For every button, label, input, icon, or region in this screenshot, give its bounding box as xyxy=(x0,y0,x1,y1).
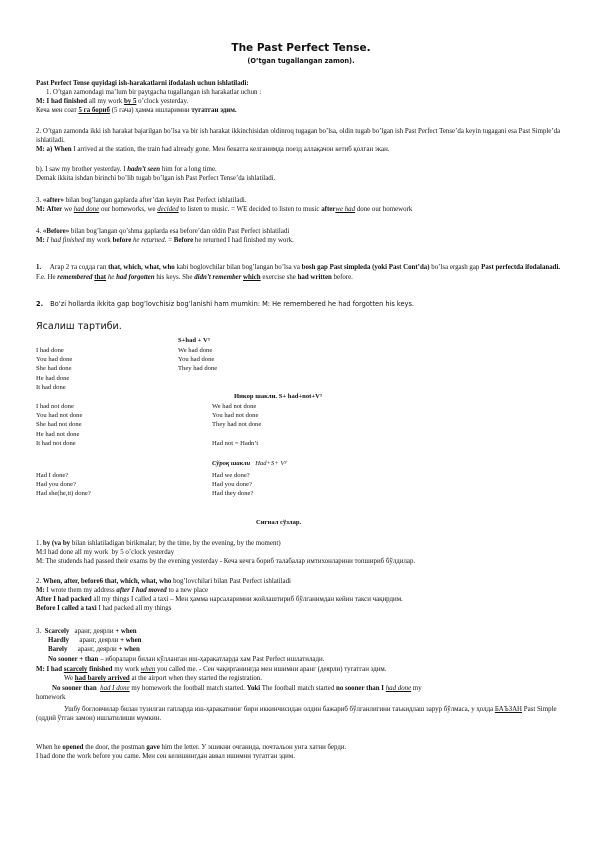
section2-note: Demak ikkita ishdan birinchi bo’lib tugab bo’lgan ish Past Perfect Tense’da ishlatiladi. xyxy=(36,175,276,182)
section3-rule: 3. «after» bilan bog’langan gaplarda after’dan keyin Past Perfect ishlatiladi. xyxy=(36,197,247,204)
signal-words-heading: Сигнал сўзлар. xyxy=(256,519,302,526)
section2-paragraph: 2. O’tgan zamonda ikki ish harakat bajarilgan bo’lsa va bir ish harakat ikkinchisidan oldinroq tugagan bo’lsa, oldin tugab bo’lgan ish Past Perfect Tense’da keyin tugagani esa Past Simple’da ishlatiladi. xyxy=(36,128,561,144)
conjugation-line: You had done xyxy=(36,356,73,364)
signal-2-example-3: Before I called a taxi I had packed all my things xyxy=(36,605,172,612)
conjugation-line: It had not done xyxy=(36,439,76,447)
conjugation-line: Had you done? xyxy=(212,481,252,489)
signal-1-example: M:I had done all my work by 5 o’clock yesterday xyxy=(36,549,175,556)
conjugation-line: You had not done xyxy=(212,412,259,420)
conjugation-line: I had not done xyxy=(36,403,74,410)
conjugation-line: We had done xyxy=(178,347,213,354)
final-example-1: When he opened the door, the postman gave him the letter. У эшикни очганида, почтальон унга хатни берди. xyxy=(36,744,347,751)
negative-plural-list xyxy=(212,402,261,448)
section4-rule: 4. «Before» bilan bog’langan qo’shma gaplarda esa before’dan oldin Past Perfect ishlatiladi xyxy=(36,228,290,235)
signal-3-example-1: M: I had scarcely finished my work when you called me. - Сен чақирганингда мен ишимни аранг (деярли) тугатган эдим. xyxy=(36,666,387,673)
conjugation-line: You had not done xyxy=(36,412,83,420)
page-title: The Past Perfect Tense. xyxy=(231,42,371,54)
list-item-2: 2. Bo’zi hollarda ikkita gap bog’lovchisiz bog’lanishi ham mumkin: M: He remembered he had forgotten his keys. xyxy=(36,300,414,308)
question-singular-list xyxy=(36,471,91,499)
section2-example-b: b). I saw my brother yesterday. I hadn’t seen him for a long time. xyxy=(36,166,217,173)
question-plural-list xyxy=(212,471,253,499)
signal-3-no-sooner: No sooner + than – иборалари билан кўлланган иш-ҳаракатларда хам Past Perfect ишлатилади. xyxy=(48,656,325,663)
affirmative-singular-list xyxy=(36,346,72,392)
conjugation-line: Had I done? xyxy=(36,472,69,479)
section3-example: M: After we had done our homeworks, we decided to listen to music. = WE decided to listen to music afterwe had done our homework xyxy=(36,206,413,213)
signal-2-example-2: After I had packed all my things I called a taxi – Мен ҳамма нарсаларимни жойлаштириб бўлганимдан кейин такси чақирдим. xyxy=(36,596,403,603)
final-example-2: I had done the work before you came. Мен сен келишингдан аввал ишимни тугатган эдим. xyxy=(36,753,295,760)
signal-3-paragraph: Ушбу боғловчилар билан тузилган гапларда иш-ҳаракатнинг бири иккинчисидан олдин бажариб бўлганлигини таъкидлаш зарур бўлмаса, у ҳолда БАЪЗАН Past Simple (оддий ўтган замон) ишлатилиши мумкин. xyxy=(36,706,557,722)
section4-example: M: I had finished my work before he returned. = Before he returned I had finished my work. xyxy=(36,237,294,244)
conjugation-line: You had done xyxy=(178,356,215,364)
signal-3-example-3-cont: homework xyxy=(36,694,66,701)
question-formula: Сўроқ шакли Had+S+ V³ xyxy=(212,460,287,467)
signal-3-scarcely: 3. Scarcely аранг, деярли + when xyxy=(36,628,137,635)
signal-3-hardly: Hardly аранг, деярли + when xyxy=(48,637,142,644)
construction-heading: Ясалиш тартиби. xyxy=(36,321,122,332)
conjugation-line: They had done xyxy=(178,365,218,373)
conjugation-line xyxy=(212,430,261,439)
signal-3-example-3: No sooner than had I done my homework the football match started. Yoki The football match started no sooner than I had done my xyxy=(52,685,422,692)
signal-2-example-1: M: I wrote them my address after I had moved to a new place xyxy=(36,587,209,594)
conjugation-line: She had done xyxy=(36,365,72,373)
section1-heading: Past Perfect Tense quyidagi ish-harakatlarni ifodalash uchun ishlatiladi: xyxy=(36,80,249,87)
signal-2-rule: 2. When, after, before6 that, which, what, who bog’lovchilari bilan Past Perfect ishlatiladi xyxy=(36,578,291,585)
conjugation-line: He had not done xyxy=(36,430,80,438)
signal-3-example-2: We had barely arrived at the airport when they started the registration. xyxy=(64,675,262,682)
conjugation-line: Had she(he,it) done? xyxy=(36,490,91,498)
conjugation-line: They had not done xyxy=(212,421,262,429)
section1-translation: Кеча мен соат 5 га бориб (5 гача) ҳамма ишларимни тугатган эдим. xyxy=(36,107,237,114)
conjugation-line: We had not done xyxy=(212,403,257,410)
section1-item: 1. O’tgan zamondagi ma’lum bir paytgacha tugallangan ish harakatlar uchun : xyxy=(46,89,262,96)
conjugation-line: It had done xyxy=(36,383,66,391)
signal-1-example-2: M: The studends had passed their exams by the evening yesterday - Кеча кечга бориб талабалар имтихонларини топшириб бўлдилар. xyxy=(36,558,416,565)
affirmative-plural-list xyxy=(178,346,217,374)
affirmative-formula: S+had + V³ xyxy=(178,337,210,344)
negative-singular-list xyxy=(36,402,82,448)
section2-example-a: M: a) When I arrived at the station, the train had already gone. Мен бекатга келганимда поезд аллақачон кетиб қолган экан. xyxy=(36,146,390,153)
signal-3-barely: Barely аранг, деярли + when xyxy=(48,646,140,653)
conjugation-line: Had we done? xyxy=(212,472,250,479)
page-subtitle: (O’tgan tugallangan zamon). xyxy=(247,57,355,65)
conjugation-line: He had done xyxy=(36,374,70,382)
signal-1-rule: 1. by (va by bilan ishlatiladigan birikmalar; by the time, by the evening, by the moment) xyxy=(36,540,281,547)
conjugation-line: Had you done? xyxy=(36,481,76,489)
conjugation-line: Had they done? xyxy=(212,490,254,498)
conjugation-line: I had done xyxy=(36,347,64,354)
section1-example: M: I had finished all my work by 5 o’clock yesterday. xyxy=(36,98,189,105)
negation-contraction: Had not = Hadn’t xyxy=(212,439,259,447)
conjugation-line: She had not done xyxy=(36,421,82,429)
list-item-1: 1. Агар 2 та содда гап that, which, what, who kabi boglovchilar bilan bog’langan bo’lsa va bosh gap Past simpleda (yoki Past Cont’da) bo’lsa ergash gap Past perfectda ifodalanadi. F.e. He remembered that he had forgotten his keys. She didn’t remember which exercise she had written before. xyxy=(36,264,561,281)
negative-formula: Инкор шакли. S+ had+not+V³ xyxy=(234,393,322,400)
